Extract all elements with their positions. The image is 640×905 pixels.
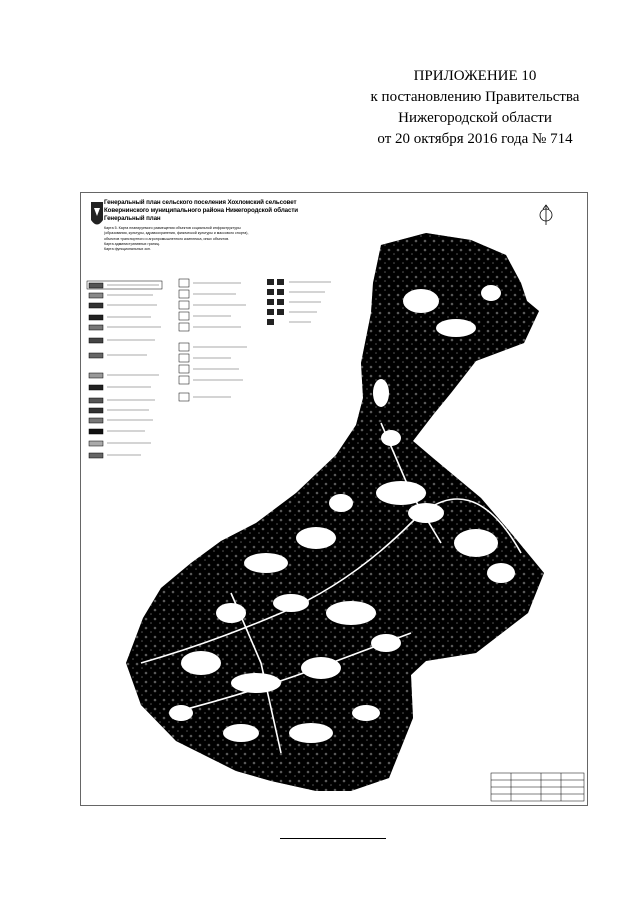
- map-title: [104, 199, 404, 223]
- map-sub-line-4: Карта административных границ.: [104, 241, 160, 246]
- map-title-line-3: Генеральный план: [104, 215, 161, 222]
- legend-icons-right: [267, 279, 284, 325]
- map-legend: [87, 281, 162, 458]
- appendix-title: ПРИЛОЖЕНИЕ 10: [413, 68, 537, 84]
- legend-text-lines-middle: [193, 283, 247, 397]
- map-graphic: [81, 193, 587, 805]
- region-name: Нижегородской области: [398, 110, 552, 126]
- resolution-date: от 20 октября 2016 года № 714: [377, 131, 573, 147]
- map-title-line-1: Генеральный план сельского поселения Хохломский сельсовет: [104, 199, 297, 206]
- legend-text-lines-right: [289, 282, 331, 322]
- general-plan-map-sheet: [80, 192, 588, 806]
- map-sub-line-3: объектов транспортного и агропромышленного комплекса, иных объектов.: [104, 236, 230, 241]
- resolution-ref: к постановлению Правительства: [370, 89, 580, 105]
- legend-icons-middle: [179, 279, 189, 401]
- footer-rule: [280, 838, 386, 839]
- map-sub-line-1: Карта 5. Карта планируемого размещения объектов социальной инфраструктуры: [104, 226, 241, 230]
- map-subtitle: [104, 226, 334, 252]
- map-title-line-2: Ковернинского муниципального района Нижегородской области: [104, 207, 298, 214]
- map-sub-line-5: Карта функциональных зон.: [104, 247, 151, 252]
- title-block: [491, 773, 584, 801]
- map-sub-line-2: (образования, культуры, здравоохранения, физической культуры и массового спорта),: [104, 231, 249, 236]
- coat-of-arms-icon: [90, 200, 104, 230]
- document-header: [330, 66, 620, 150]
- legend-text-lines: [107, 285, 161, 455]
- north-arrow-icon: [540, 205, 552, 225]
